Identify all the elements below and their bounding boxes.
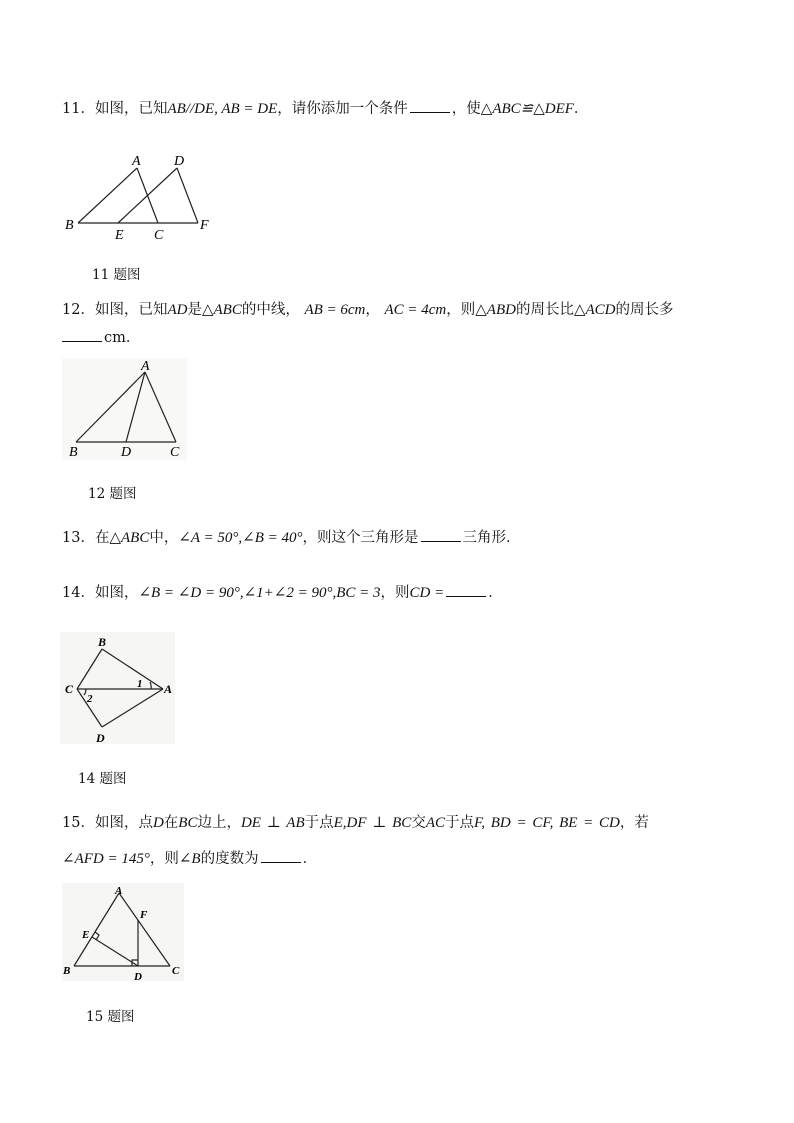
question-13: 13．在△ABC中，∠A = 50°,∠B = 40°，则这个三角形是 三角形． [62,527,742,548]
label-a: A [141,359,150,374]
figure-12 [62,358,192,463]
angle-1-label: 1 [137,678,143,690]
question-15-line2: ∠AFD = 145°，则∠B的度数为 ． [62,848,742,869]
figure-14 [60,632,180,747]
answer-blank[interactable] [261,848,301,863]
label-c: C [65,682,74,696]
question-14: 14．如图，∠B = ∠D = 90°,∠1+∠2 = 90°,BC = 3，则CD = ． [62,582,742,603]
answer-blank[interactable] [410,98,450,113]
label-d: D [174,154,185,169]
label-c: C [172,965,180,977]
question-text: 如图，已知 [94,101,168,117]
label-f: F [200,218,209,233]
goal-statement: △ABC≌△DEF [480,101,574,117]
question-number: 15． [62,815,95,831]
question-number: 14． [62,585,95,601]
question-11: 11．如图，已知AB//DE, AB = DE，请你添加一个条件 ，使△ABC≌△DEF． [62,98,742,119]
label-d: D [134,971,142,983]
label-b: B [65,218,74,233]
label-b: B [69,445,78,460]
question-12: 12．如图，已知AD是△ABC的中线， AB = 6cm， AC = 4cm，则△ABD的周长比△ACD的周长多 [62,302,674,318]
label-d: D [96,731,105,745]
label-f: F [140,909,148,921]
label-c: C [154,228,164,243]
label-c: C [170,445,180,460]
figure-caption: 12 题图 [88,486,137,502]
label-e: E [115,228,124,243]
label-a: A [115,885,123,897]
label-b: B [98,635,107,649]
answer-blank[interactable] [62,327,102,342]
angle-2-label: 2 [87,693,93,705]
figure-11 [60,148,220,248]
label-a: A [132,154,141,169]
figure-15 [62,883,187,983]
answer-blank[interactable] [421,527,461,542]
question-number: 13． [62,530,95,546]
figure-caption: 11 题图 [92,267,141,283]
question-12-line2: cm． [62,327,742,348]
label-e: E [82,929,90,941]
question-15: 15．如图，点D在BC边上，DE ⊥ AB于点E,DF ⊥ BC交AC于点F, BD = CF, BE = CD，若 [62,815,649,831]
question-number: 12． [62,302,95,318]
label-a: A [164,682,173,696]
given-condition: AB//DE, AB = DE [167,101,278,117]
label-d: D [121,445,132,460]
label-b: B [63,965,71,977]
question-number: 11． [62,101,95,117]
figure-caption: 14 题图 [78,771,127,787]
answer-blank[interactable] [446,582,486,597]
figure-caption: 15 题图 [86,1009,135,1025]
